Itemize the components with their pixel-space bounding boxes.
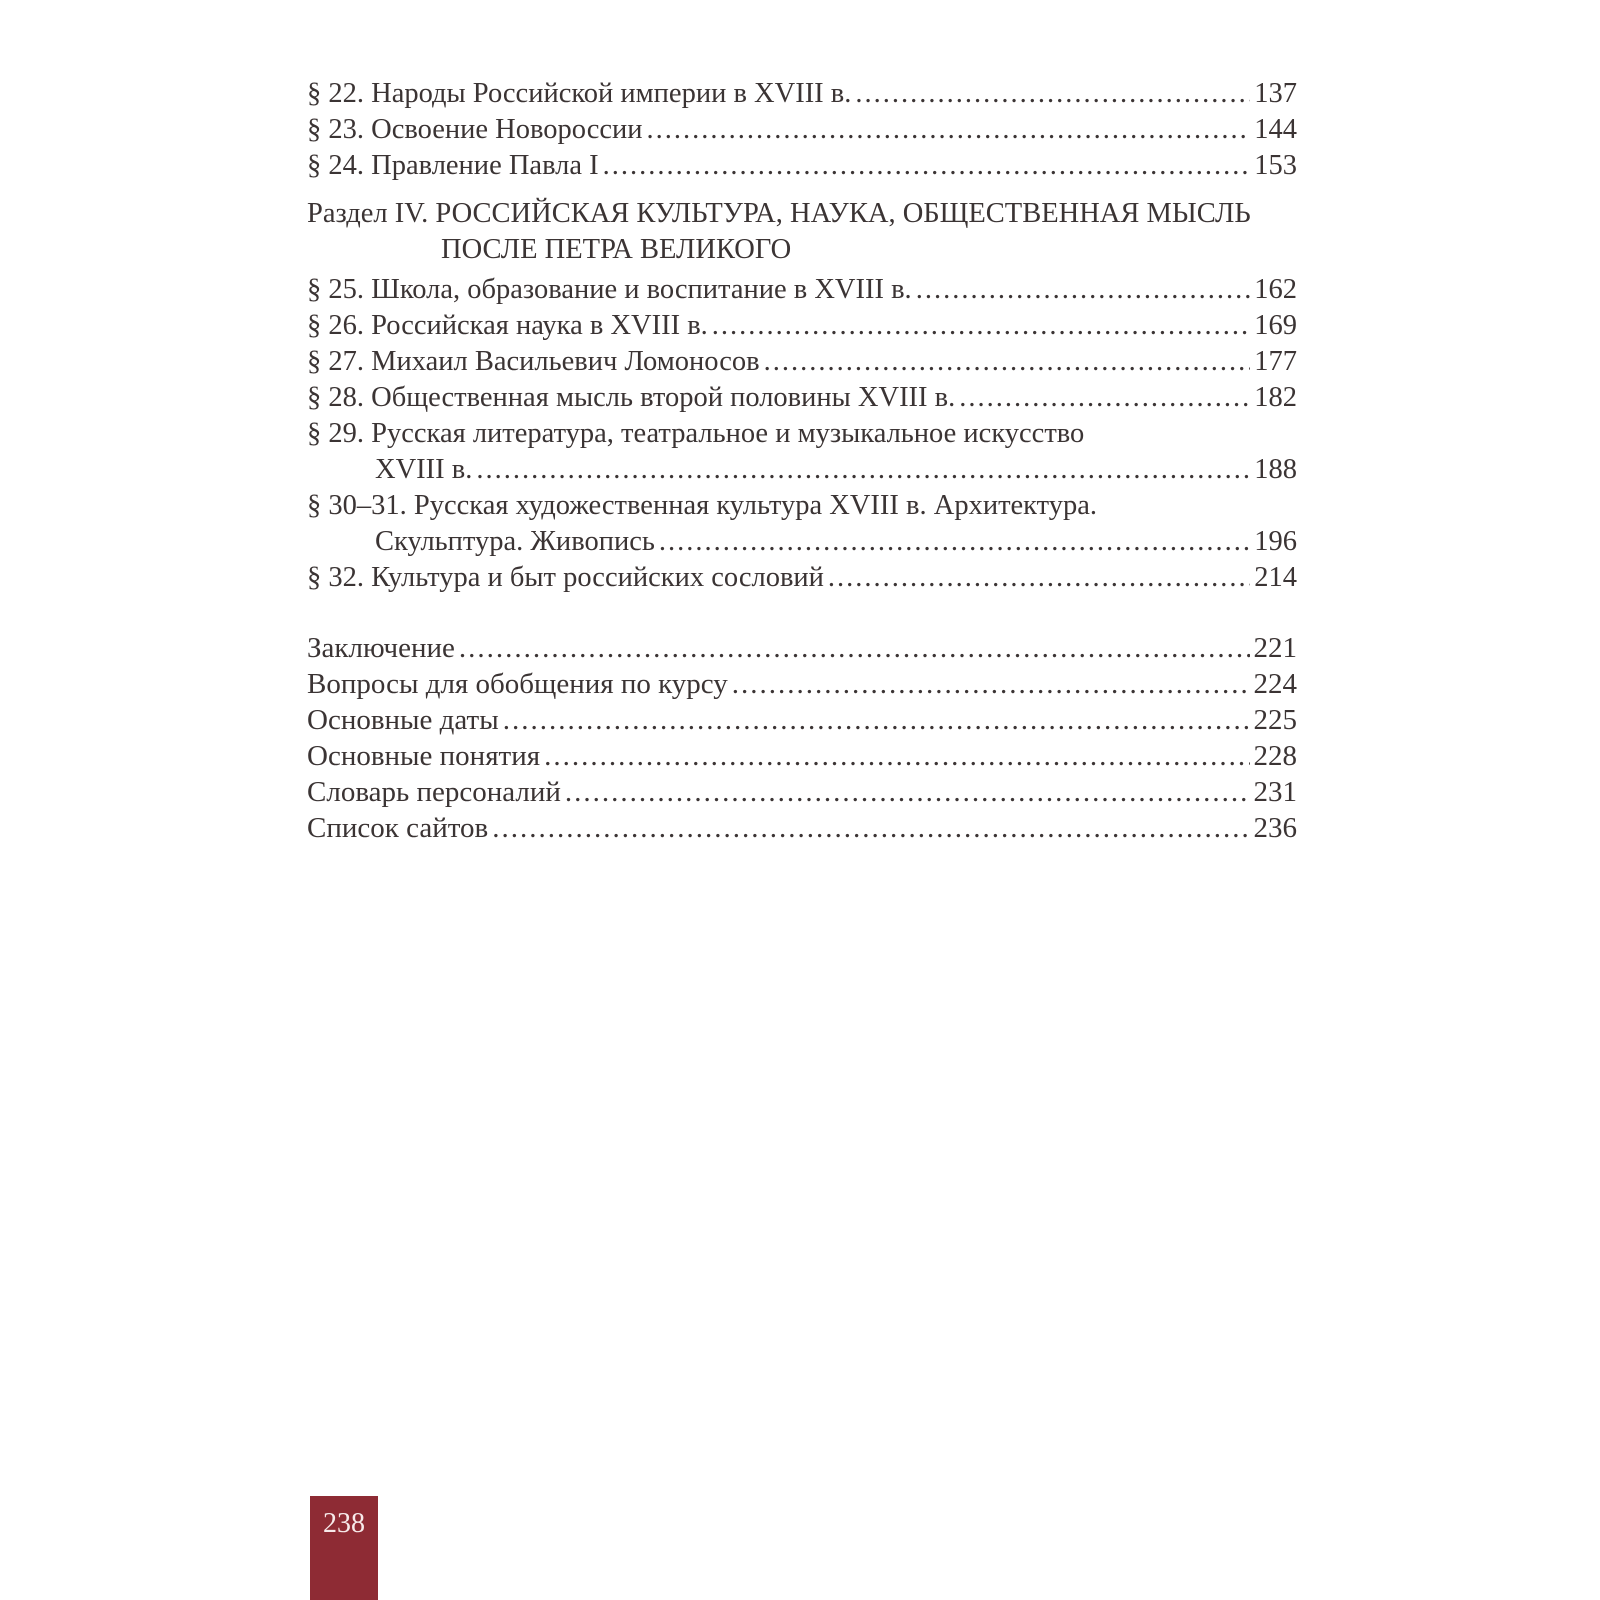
toc-entry-concepts xyxy=(307,738,1297,774)
dot-leader xyxy=(603,148,1251,184)
toc-entry-page: 225 xyxy=(1253,704,1297,736)
section-heading-line1: Раздел IV. РОССИЙСКАЯ КУЛЬТУРА, НАУКА, ОБЩЕСТВЕННАЯ МЫСЛЬ xyxy=(307,198,1251,229)
toc-entry-29-continued xyxy=(307,452,1297,488)
toc-entry-sites xyxy=(307,810,1297,846)
toc-entry-title: § 27. Михаил Васильевич Ломоносов xyxy=(307,346,760,377)
toc-entry-title: Список сайтов xyxy=(307,812,489,844)
toc-entry-title: § 26. Российская наука в XVIII в. xyxy=(307,310,708,341)
toc-entry-title: § 22. Народы Российской империи в XVIII в. xyxy=(307,78,852,109)
toc-entry-title: § 24. Правление Павла I xyxy=(307,150,599,181)
toc-entry-29 xyxy=(307,416,1297,452)
toc-entry-title: § 25. Школа, образование и воспитание в XVIII в. xyxy=(307,274,912,305)
dot-leader xyxy=(544,738,1249,774)
toc-entry-title: Вопросы для обобщения по курсу xyxy=(307,668,728,700)
dot-leader xyxy=(916,272,1251,308)
toc-entry-title: § 32. Культура и быт российских сословий xyxy=(307,562,824,593)
dot-leader xyxy=(503,702,1250,738)
toc-entry-page: 228 xyxy=(1253,740,1297,772)
dot-leader xyxy=(459,630,1250,666)
toc-entry-title: Заключение xyxy=(307,632,455,664)
dot-leader xyxy=(659,524,1250,560)
toc-entry-conclusion xyxy=(307,630,1297,666)
toc-entry-page: 169 xyxy=(1254,310,1297,341)
dot-leader xyxy=(565,774,1250,810)
dot-leader xyxy=(732,666,1250,702)
toc-entry-32 xyxy=(307,560,1297,596)
dot-leader xyxy=(855,76,1250,112)
page-number-badge: 238 xyxy=(310,1496,378,1600)
toc-entry-30-31-continued xyxy=(307,524,1297,560)
toc-entry-25 xyxy=(307,272,1297,308)
toc-entry-page: 153 xyxy=(1254,150,1297,181)
toc-entry-title: § 30–31. Русская художественная культура XVIII в. Архитектура. xyxy=(307,490,1097,521)
toc-entry-page: 224 xyxy=(1253,668,1297,700)
toc-entry-24 xyxy=(307,148,1297,184)
section-heading-line2: ПОСЛЕ ПЕТРА ВЕЛИКОГО xyxy=(441,234,792,265)
dot-leader xyxy=(492,810,1249,846)
dot-leader xyxy=(764,344,1251,380)
toc-entry-title: § 29. Русская литература, театральное и музыкальное искусство xyxy=(307,418,1085,449)
dot-leader xyxy=(476,452,1250,488)
table-of-contents xyxy=(307,76,1297,846)
toc-entry-page: 162 xyxy=(1254,274,1297,305)
toc-entry-27 xyxy=(307,344,1297,380)
toc-entry-title: § 28. Общественная мысль второй половины XVIII в. xyxy=(307,382,956,413)
dot-leader xyxy=(828,560,1250,596)
toc-entry-page: 177 xyxy=(1254,346,1297,377)
toc-entry-persons xyxy=(307,774,1297,810)
toc-entry-23 xyxy=(307,112,1297,148)
toc-entry-questions xyxy=(307,666,1297,702)
toc-entry-28 xyxy=(307,380,1297,416)
toc-entry-title: Словарь персоналий xyxy=(307,776,561,808)
toc-entry-page: 144 xyxy=(1254,114,1297,145)
toc-entry-title: § 23. Освоение Новороссии xyxy=(307,114,643,145)
dot-leader xyxy=(959,380,1250,416)
toc-entry-page: 221 xyxy=(1253,632,1297,664)
spacer xyxy=(307,596,1297,630)
toc-entry-page: 182 xyxy=(1254,382,1297,413)
toc-entry-title-continued: Скульптура. Живопись xyxy=(375,526,655,557)
toc-entry-page: 196 xyxy=(1254,526,1297,557)
toc-entry-title-continued: XVIII в. xyxy=(375,454,473,485)
toc-entry-page: 137 xyxy=(1254,78,1297,109)
toc-entry-page: 214 xyxy=(1254,562,1297,593)
toc-entry-title: Основные понятия xyxy=(307,740,541,772)
toc-entry-dates xyxy=(307,702,1297,738)
toc-entry-page: 188 xyxy=(1254,454,1297,485)
dot-leader xyxy=(712,308,1250,344)
toc-entry-22 xyxy=(307,76,1297,112)
toc-entry-page: 236 xyxy=(1253,812,1297,844)
section-heading xyxy=(307,196,1297,268)
toc-entry-page: 231 xyxy=(1253,776,1297,808)
toc-entry-30-31 xyxy=(307,488,1297,524)
dot-leader xyxy=(647,112,1251,148)
toc-entry-title: Основные даты xyxy=(307,704,499,736)
toc-entry-26 xyxy=(307,308,1297,344)
back-matter xyxy=(307,630,1297,846)
